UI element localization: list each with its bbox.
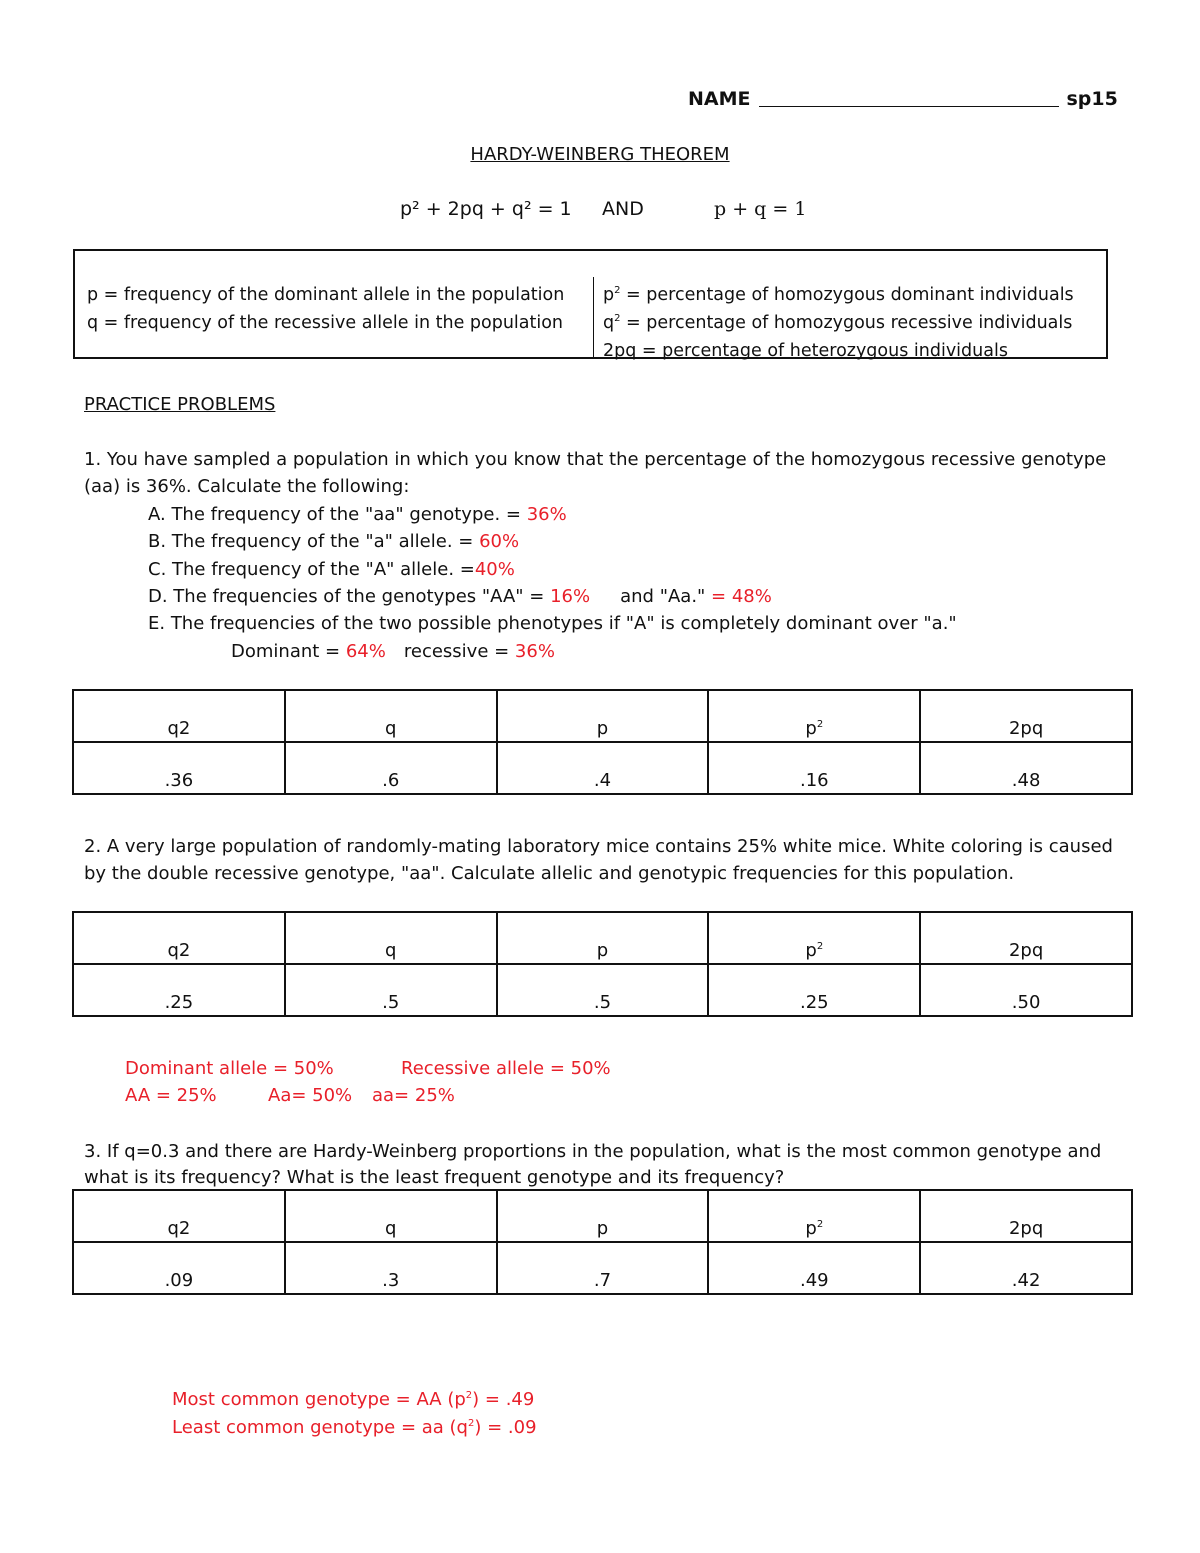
definitions-left: [87, 281, 564, 337]
table-header-row: [73, 912, 1132, 964]
header-q: q: [285, 912, 497, 964]
name-label: NAME: [688, 88, 751, 110]
problem1-item-e: E. The frequencies of the two possible phenotypes if "A" is completely dominant over "a.": [148, 613, 957, 634]
value-p2: .16: [708, 742, 920, 794]
answer-Aa: Aa= 50%: [268, 1085, 353, 1106]
answer-AA: AA = 25%: [125, 1085, 217, 1106]
page-title: HARDY-WEINBERG THEOREM: [470, 144, 730, 165]
header-q2: q2: [73, 1190, 285, 1242]
def-p: p = frequency of the dominant allele in the population: [87, 285, 565, 305]
name-header: [688, 88, 1118, 110]
table-row: [73, 964, 1132, 1016]
problem1-phenotypes: Dominant = 64% recessive = 36%: [231, 641, 555, 662]
answer-c: 40%: [474, 559, 515, 580]
def-q: q = frequency of the recessive allele in the population: [87, 313, 564, 333]
table-header-row: [73, 690, 1132, 742]
problem1-item-b: B. The frequency of the "a" allele. = 60%: [148, 531, 520, 552]
answer-d-aa: 16%: [550, 586, 591, 607]
header-2pq: 2pq: [920, 1190, 1132, 1242]
value-q: .6: [285, 742, 497, 794]
answer-a: 36%: [526, 504, 567, 525]
value-2pq: .48: [920, 742, 1132, 794]
header-2pq: 2pq: [920, 912, 1132, 964]
def-p2: $p^2$ = percentage of homozygous dominant individuals: [603, 285, 1074, 305]
answer-aa: aa= 25%: [372, 1085, 455, 1106]
value-2pq: .50: [920, 964, 1132, 1016]
problem2-line2: by the double recessive genotype, "aa". Calculate allelic and genotypic frequencies for this population.: [84, 863, 1015, 884]
name-blank[interactable]: [759, 88, 1059, 107]
value-p: .5: [497, 964, 709, 1016]
problem1-line2: (aa) is 36%. Calculate the following:: [84, 476, 410, 497]
definitions-divider: [593, 277, 594, 358]
value-q: .5: [285, 964, 497, 1016]
header-q2: q2: [73, 912, 285, 964]
value-p: .4: [497, 742, 709, 794]
header-p2: $p^2$: [708, 912, 920, 964]
value-q2: .36: [73, 742, 285, 794]
value-p2: .25: [708, 964, 920, 1016]
table-row: [73, 1242, 1132, 1294]
answer-most-common: Most common genotype = AA $(p^2) = .49$: [172, 1389, 535, 1410]
header-p2: $p^2$: [708, 1190, 920, 1242]
problem3-line2: what is its frequency? What is the least frequent genotype and its frequency?: [84, 1167, 785, 1188]
answer-b: 60%: [479, 531, 520, 552]
answer-least-common: Least common genotype = aa $(q^2) = .09$: [172, 1417, 537, 1438]
table-row: [73, 742, 1132, 794]
table-header-row: [73, 1190, 1132, 1242]
equation-right: p + q = 1: [714, 198, 807, 220]
header-p: p: [497, 912, 709, 964]
header-p: p: [497, 690, 709, 742]
problem1-item-a: A. The frequency of the "aa" genotype. = 36%: [148, 504, 567, 525]
problem2-table: [72, 911, 1133, 1017]
def-2pq: 2pq = percentage of heterozygous individuals: [603, 341, 1008, 361]
equation-and: AND: [602, 198, 644, 220]
def-q2: $q^2$ = percentage of homozygous recessive individuals: [603, 313, 1073, 333]
answer-dominant: 64%: [345, 641, 386, 662]
problem2-line1: 2. A very large population of randomly-mating laboratory mice contains 25% white mice. White coloring is caused: [84, 836, 1113, 857]
header-2pq: 2pq: [920, 690, 1132, 742]
header-q: q: [285, 690, 497, 742]
problem1-item-d: D. The frequencies of the genotypes "AA" = 16% and "Aa." = 48%: [148, 586, 772, 607]
answer-recessive: 36%: [514, 641, 555, 662]
class-code: sp15: [1066, 88, 1118, 110]
header-q2: q2: [73, 690, 285, 742]
problem3-table: [72, 1189, 1133, 1295]
problem1-item-c: C. The frequency of the "A" allele. =40%: [148, 559, 515, 580]
value-q2: .09: [73, 1242, 285, 1294]
definitions-right: [603, 281, 1074, 365]
answer-recessive-allele: Recessive allele = 50%: [401, 1058, 611, 1079]
practice-heading: PRACTICE PROBLEMS: [84, 394, 276, 415]
header-p2: $p^2$: [708, 690, 920, 742]
value-2pq: .42: [920, 1242, 1132, 1294]
problem1-line1: 1. You have sampled a population in which you know that the percentage of the homozygous recessive genotype: [84, 449, 1107, 470]
definitions-box: [73, 249, 1108, 359]
problem3-line1: 3. If q=0.3 and there are Hardy-Weinberg proportions in the population, what is the most common genotype and: [84, 1141, 1102, 1162]
value-p: .7: [497, 1242, 709, 1294]
equation-left: p² + 2pq + q² = 1: [400, 198, 572, 220]
answer-d-aa-het: = 48%: [705, 586, 772, 607]
value-q: .3: [285, 1242, 497, 1294]
value-p2: .49: [708, 1242, 920, 1294]
problem1-table: [72, 689, 1133, 795]
value-q2: .25: [73, 964, 285, 1016]
answer-dominant-allele: Dominant allele = 50%: [125, 1058, 334, 1079]
header-p: p: [497, 1190, 709, 1242]
header-q: q: [285, 1190, 497, 1242]
